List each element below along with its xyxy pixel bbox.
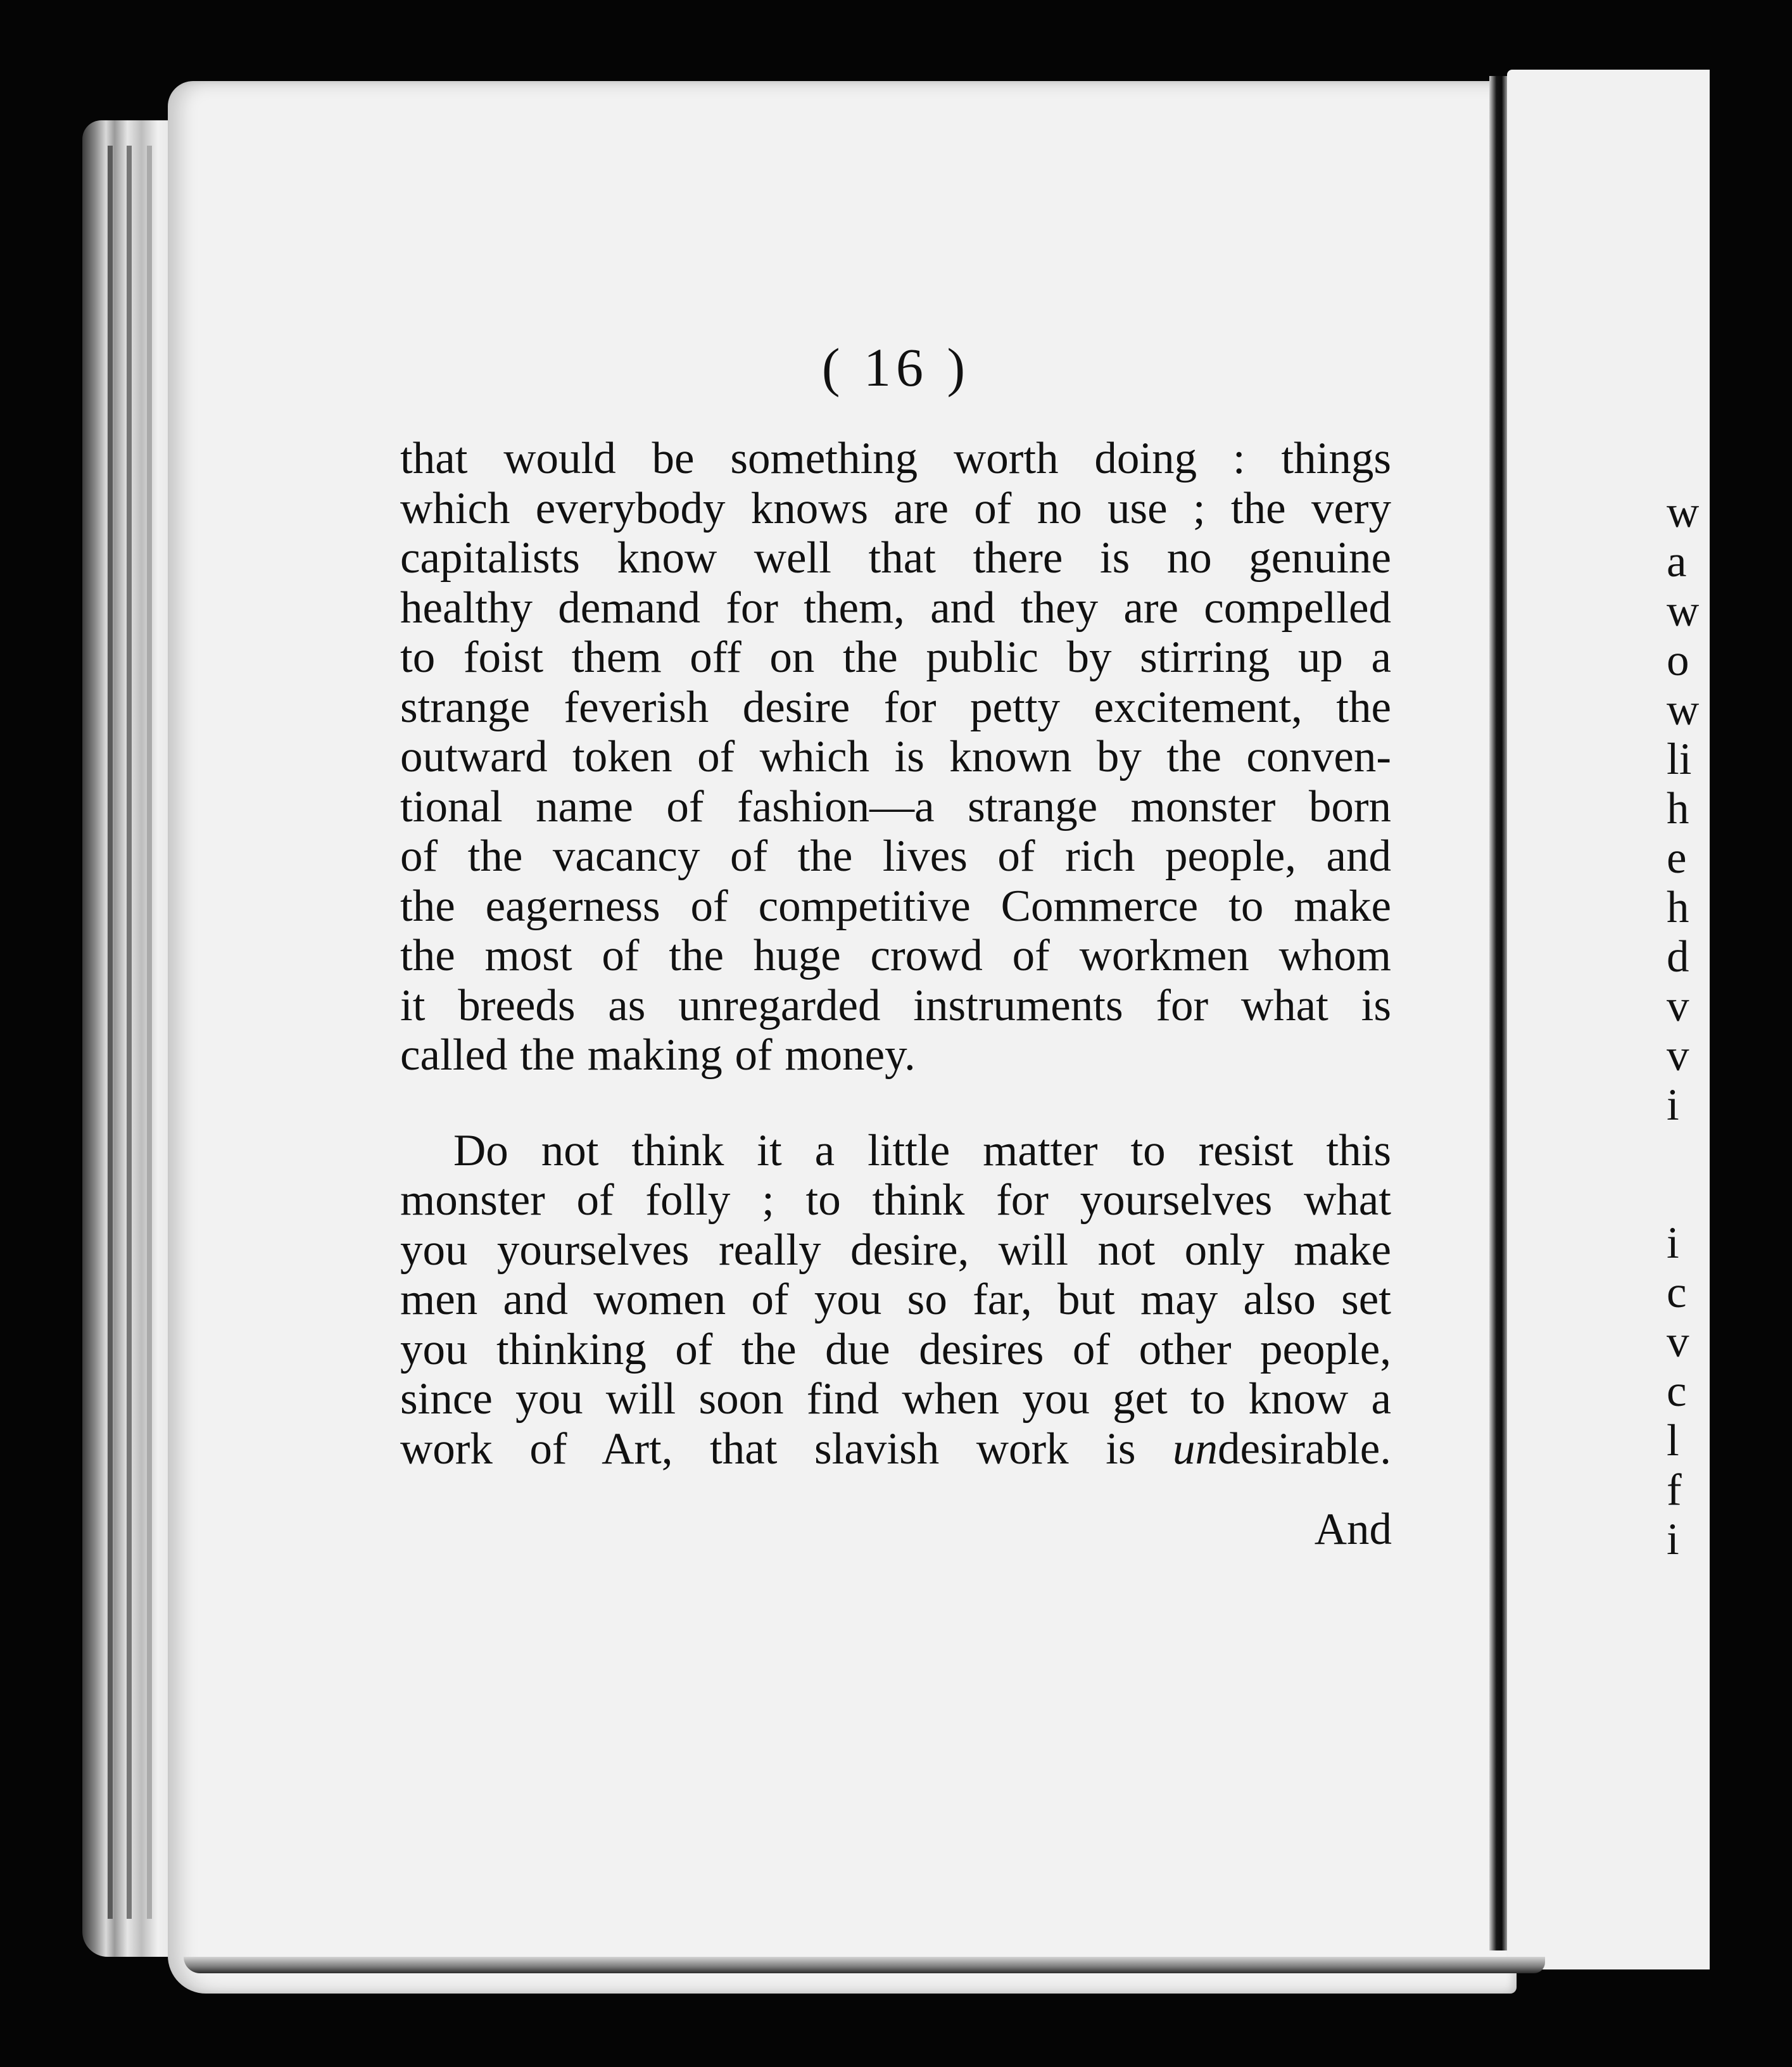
text-line: tional name of fashion—a strange monster born xyxy=(400,781,1391,831)
fragment: c xyxy=(1667,1367,1687,1416)
fragment: w xyxy=(1667,488,1700,537)
fragment: i xyxy=(1667,1080,1679,1130)
fragment: h xyxy=(1667,784,1689,833)
text-line: you yourselves really desire, will not only make xyxy=(400,1225,1391,1275)
fragment: i xyxy=(1667,1218,1679,1268)
text-line: to foist them off on the public by stirring up a xyxy=(400,633,1391,682)
text-line: capitalists know well that there is no genuine xyxy=(400,533,1391,583)
text-line: which everybody knows are of no use ; the very xyxy=(400,483,1391,533)
fragment: v xyxy=(1667,982,1689,1031)
catchword: And xyxy=(1314,1505,1392,1554)
fragment: c xyxy=(1667,1268,1687,1317)
text-line: Do not think it a little matter to resist this xyxy=(453,1125,1391,1175)
fragment: o xyxy=(1667,636,1689,685)
fragment: f xyxy=(1667,1465,1682,1515)
paragraph-1 xyxy=(400,434,1391,1080)
fragment: v xyxy=(1667,1317,1689,1367)
text-segment: work of Art, that slavish work is xyxy=(400,1424,1173,1474)
text-line: since you will soon find when you get to know a xyxy=(400,1374,1391,1424)
text-line: strange feverish desire for petty excitement, the xyxy=(400,682,1391,732)
text-line: the eagerness of competitive Commerce to make xyxy=(400,881,1391,931)
text-line xyxy=(400,1424,1391,1474)
text-line: that would be something worth doing : things xyxy=(400,434,1391,483)
text-line: called the making of money. xyxy=(400,1030,916,1080)
italic-segment: un xyxy=(1172,1424,1218,1474)
text-line: you thinking of the due desires of other people, xyxy=(400,1324,1391,1374)
text-line: it breeds as unregarded instruments for what is xyxy=(400,980,1391,1030)
text-line: outward token of which is known by the conven- xyxy=(400,732,1391,781)
fragment: e xyxy=(1667,833,1687,883)
text-line: men and women of you so far, but may also set xyxy=(400,1275,1391,1324)
text-segment: desirable. xyxy=(1217,1424,1391,1474)
text-line: monster of folly ; to think for yourselves what xyxy=(400,1175,1391,1225)
fragment: v xyxy=(1667,1031,1689,1080)
fragment: d xyxy=(1667,932,1689,982)
paragraph-gap xyxy=(400,1080,1391,1126)
paragraph-2 xyxy=(400,1126,1391,1474)
fragment: w xyxy=(1667,586,1700,636)
fragment: a xyxy=(1667,537,1687,586)
page-bottom-edge xyxy=(184,1957,1545,1973)
fragment: li xyxy=(1667,735,1692,784)
text-line: the most of the huge crowd of workmen whom xyxy=(400,931,1391,980)
facing-page-text-fragments xyxy=(1667,488,1700,1564)
page-number: ( 16 ) xyxy=(821,337,971,398)
fragment: w xyxy=(1667,685,1700,735)
fragment: h xyxy=(1667,883,1689,932)
text-line: healthy demand for them, and they are compelled xyxy=(400,583,1391,633)
body-text xyxy=(400,434,1391,1474)
fragment: i xyxy=(1667,1515,1679,1564)
fragment: l xyxy=(1667,1416,1679,1465)
fragment-gap xyxy=(1667,1130,1692,1218)
text-line: of the vacancy of the lives of rich people, and xyxy=(400,831,1391,881)
